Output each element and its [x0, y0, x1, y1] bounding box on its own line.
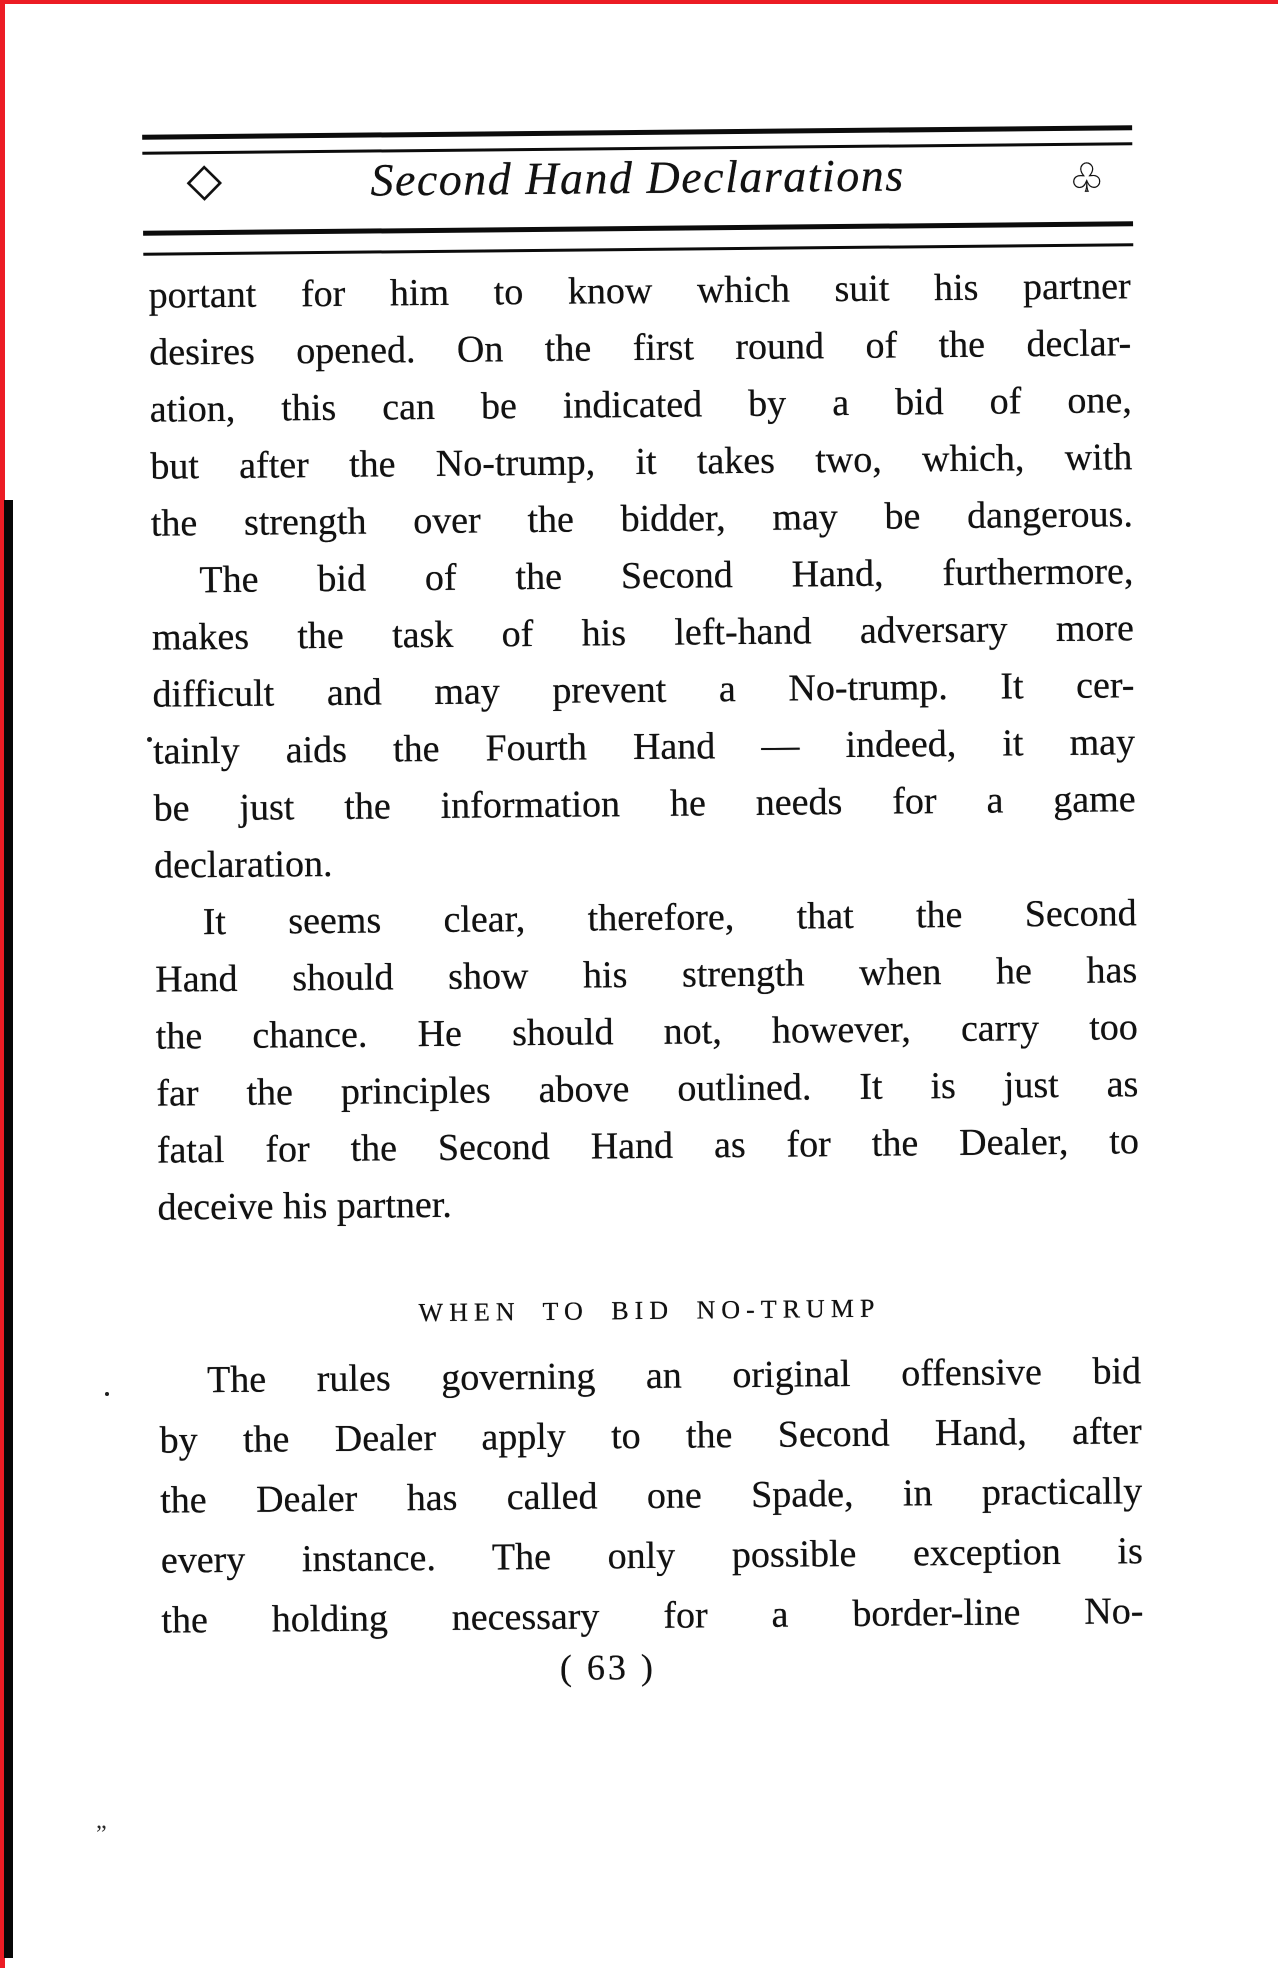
text-line: Hand should show his strength when he has — [155, 949, 1138, 1001]
club-suit-icon: ♧ — [1068, 155, 1105, 202]
text-line: the holding necessary for a border-line No- — [161, 1590, 1144, 1642]
text-line: tainly aids the Fourth Hand — indeed, it may — [152, 721, 1136, 773]
section-heading: WHEN TO BID NO-TRUMP — [418, 1293, 881, 1328]
text-line: by the Dealer apply to the Second Hand, after — [159, 1410, 1142, 1462]
page-number: ( 63 ) — [559, 1646, 657, 1688]
scan-speck — [105, 1392, 109, 1396]
text-line: every instance. The only possible exception is — [160, 1530, 1143, 1582]
scan-edge-artifact-top — [0, 0, 1278, 4]
text-line: The rules governing an original offensive bid — [206, 1350, 1142, 1402]
stray-mark: „ — [96, 1808, 107, 1834]
text-line: desires opened. On the first round of the declar- — [149, 322, 1132, 374]
text-line: difficult and may prevent a No-trump. It cer- — [152, 664, 1135, 716]
scan-shadow-strip — [4, 500, 13, 1958]
text-line: the Dealer has called one Spade, in practically — [160, 1470, 1143, 1522]
scan-speck — [147, 737, 152, 742]
text-line: portant for him to know which suit his partner — [148, 265, 1131, 317]
diamond-suit-icon: ◇ — [186, 151, 223, 207]
body-text-block-2 — [159, 1341, 1144, 1650]
text-line: The bid of the Second Hand, furthermore, — [199, 550, 1134, 602]
text-line: far the principles above outlined. It is just as — [156, 1063, 1139, 1115]
text-line: be just the information he needs for a game — [153, 778, 1136, 830]
running-header-title: Second Hand Declarations — [370, 149, 905, 206]
running-header — [142, 141, 1133, 226]
header-bottom-rule-2 — [143, 243, 1133, 256]
text-line: ation, this can be indicated by a bid of one, — [149, 379, 1132, 431]
text-line: the chance. He should not, however, carry too — [155, 1006, 1138, 1058]
text-line: fatal for the Second Hand as for the Dealer, to — [156, 1120, 1140, 1172]
text-line: deceive his partner. — [157, 1183, 453, 1229]
body-text-block-1 — [148, 258, 1139, 1236]
header-top-rule-1 — [142, 125, 1132, 140]
text-line: the strength over the bidder, may be dangerous. — [150, 493, 1134, 545]
text-line: declaration. — [153, 842, 333, 887]
text-line: makes the task of his left-hand adversary more — [151, 607, 1135, 659]
text-line: It seems clear, therefore, that the Second — [202, 892, 1137, 944]
text-line: but after the No-trump, it takes two, which, with — [150, 436, 1133, 488]
